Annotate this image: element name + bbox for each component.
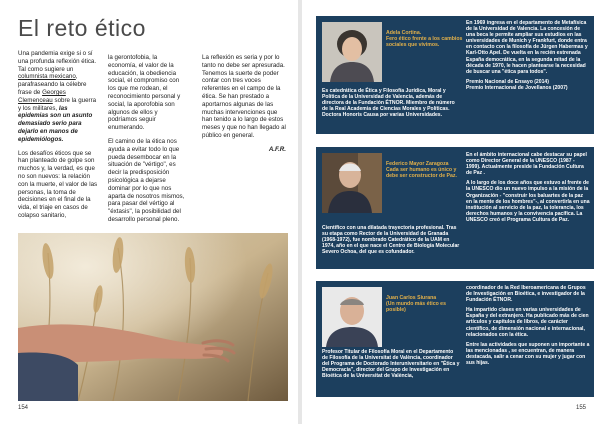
left-page: [0, 0, 298, 424]
portrait-man-icon: [322, 287, 382, 347]
emphasis-quote: las epidemias son un asunto demasiado serio para dejarlo en manos de epidemiólogos.: [18, 104, 93, 143]
caption-name: Juan Carlos Siurana: [386, 295, 437, 301]
paragraph: La reflexión es seria y por lo tanto no debe ser apresurada. Tenemos la suerte de poder contar con tres voces referentes en el campo de la ética. Se han prestado a aportarnos algunas de las muchas intervenciones que han tenido a lo largo de estos meses y que no han llegado al público en general.: [202, 54, 286, 139]
bio-paragraph: En el ámbito internacional cabe destacar su papel como Director General de la UNESCO (1987 - 1999). Actualmente preside la Fundación Cultura de Paz .: [466, 152, 587, 177]
bio-right: [466, 152, 590, 227]
text-run: , parafraseando la célebre frase de: [18, 73, 87, 96]
article-column-1: [18, 50, 98, 226]
bio-right: [466, 20, 590, 95]
portrait-photo: [322, 22, 382, 82]
award-line: Premio Internacional de Jovellanos (2007): [466, 84, 568, 91]
caption-quote: Fero ético frente a los cambios sociales que vivimos.: [386, 36, 463, 49]
caption-name: Adela Cortina.: [386, 30, 422, 36]
text-run: sobre la guerra y los militares,: [18, 96, 97, 112]
profile-card-federico-mayor: [316, 147, 594, 269]
portrait-caption: [386, 161, 464, 180]
paragraph: El camino de la ética nos ayuda a evitar todo lo que pueda desembocar en la situación de "vértigo", es decir la predisposición psicológica a dejarse dominar por lo que nos aparta de nosotros mismos, para pasar del vértigo al "éxtasis", la posibilidad del desarrollo personal pleno.: [108, 137, 185, 223]
profile-card-adela-cortina: [316, 16, 594, 134]
caption-quote: Cada ser humano es único y debe ser constructor de Paz.: [386, 167, 457, 180]
portrait-man-icon: [322, 153, 382, 213]
article-column-2: [108, 54, 186, 230]
bio-left: [322, 225, 460, 259]
award-line: Premio Nacional de Ensayo (2014): [466, 78, 549, 85]
paragraph: [18, 50, 98, 144]
article-column-3: [202, 54, 286, 154]
caption-name: Federico Mayor Zaragoza: [386, 161, 449, 167]
profile-card-juan-carlos-siurana: [316, 281, 594, 397]
page-title: El reto ético: [18, 15, 146, 41]
right-page: [302, 0, 600, 424]
text-run: Una pandemia exige si o sí una profunda reflexión ética. Tal como sugiere un: [18, 50, 97, 73]
paragraph: la gerontofobia, la economía, el valor de la educación, la obediencia social, el compromiso con los que me rodean, el reconocimiento personal y social, la aporofobia son algunos de ellos y podríamos seguir enumerando.: [108, 54, 181, 132]
columnist-link[interactable]: columnista mexicano: [18, 73, 76, 81]
bio-left: [322, 349, 460, 383]
bio-paragraph: Ha impartido clases en varias universidades de España y del extranjero. Ha publicado más de cien artículos y capítulos de libros, de carácter científico, de dimensión nacional e internacional, relacionados con la ética.: [466, 307, 589, 338]
portrait-caption: [386, 295, 464, 314]
bio-paragraph: A lo largo de los doce años que estuvo al frente de la UNESCO dio un nuevo impulso a la misión de la Organización - "construir los baluartes de la paz en la mente de los hombres"-, al convertirla en una institución al servicio de la paz, la tolerancia, los derechos humanos y la convivencia pacífica. La UNESCO creó el Programa Cultura de Paz.: [466, 180, 590, 223]
bio-left: [322, 88, 460, 122]
bio-paragraph: Profesor Titular de Filosofía Moral en el Departamento de Filosofía de la Universitat de València, coordinador del Programa de Doctorado Interuniversitario en "Ética y Democracia", director del Grupo de Investigación en Bioética de la Universitat de València,: [322, 349, 460, 380]
wheat-hand-illustration: [18, 233, 288, 401]
caption-quote: (Un mundo más ético es posible): [386, 301, 446, 314]
page-number-left: 154: [18, 405, 29, 411]
bio-right: [466, 285, 590, 370]
portrait-woman-icon: [322, 22, 382, 82]
bio-paragraph: Científico con una dilatada trayectoria profesional. Tras su etapa como Rector de la Universidad de Granada (1968-1972), fue nombrado Catedrático de la UAM en 1974, año en el que nace el Centro de Biología Molecular Severo Ochoa, del que es cofundador.: [322, 225, 460, 256]
clemenceau-link[interactable]: Georges Clemenceau: [18, 88, 66, 104]
portrait-caption: [386, 30, 464, 49]
signature: A.F.R.: [268, 145, 286, 153]
paragraph: Los desafíos éticos que se han planteado de golpe son muchos y, la verdad, es que no son nuevos: la relación con la muerte, el valor de las personas, la toma de decisiones en el final de la vida, el triaje en casos de colapso sanitario,: [18, 149, 98, 219]
bio-paragraph: En 1969 ingresa en el departamento de Metafísica de la Universidad de Valencia. La concesión de una beca le permite ampliar sus estudios en las universidades de Munich y Frankfurt, donde entra en contacto con la filosofía de Jürgen Habermas y Karl-Otto Apel. De vuelta en la recién estrenada España democrática, en la segunda mitad de la década de 1970, le hacen plantearse la necesidad de buscar una "ética para todos".: [466, 20, 588, 75]
bio-paragraph: coordinador de la Red Iberoamericana de Grupos de Investigación en Bioética, e investigador de la Fundación ÉTNOR.: [466, 285, 586, 304]
bio-paragraph: Es catedrática de Ética y Filosofía Jurídica, Moral y Política de la Universidad de Valencia, además de directora de la Fundación ÉTNOR. Miembro de número de la Real Academia de Ciencias Morales y Políticas. Doctora Honoris Causa por varias Universidades.: [322, 88, 455, 119]
portrait-photo: [322, 153, 382, 213]
bio-paragraph: Entre las actividades que suponen un importante a las mencionadas , se encuentran, de manera destacada, salir a cenar con su mujer y jugar con sus hijas.: [466, 341, 590, 367]
page-number-right: 155: [575, 405, 586, 411]
wheat-hand-photo: [18, 233, 288, 401]
portrait-photo: [322, 287, 382, 347]
